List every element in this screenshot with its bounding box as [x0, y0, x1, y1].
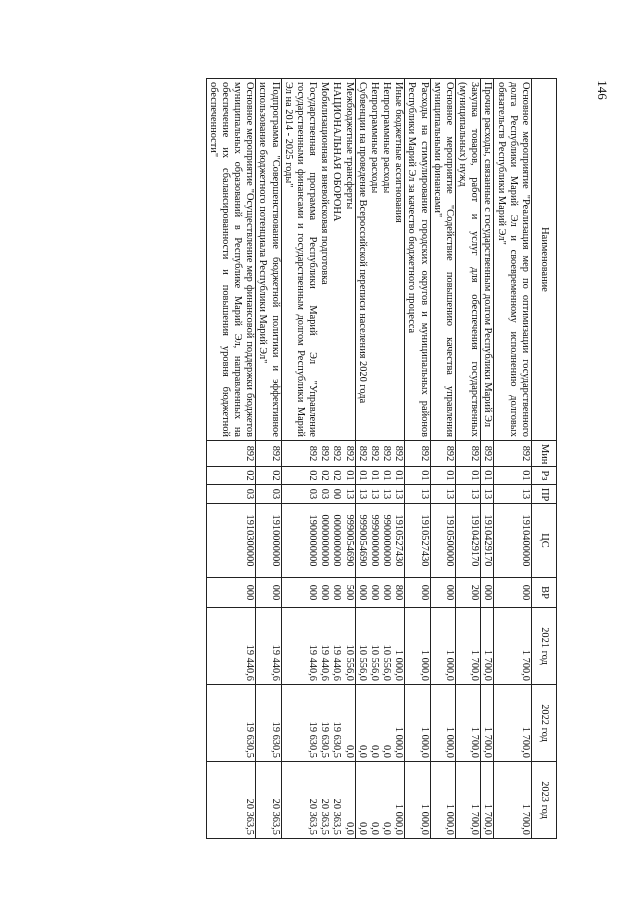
cell-y2023 — [430, 762, 455, 839]
cell-line: 00 — [331, 488, 343, 500]
cell-line: 1 000,0 — [443, 649, 455, 681]
cell-line: 13 — [418, 488, 430, 500]
cell-line: 01 — [443, 470, 455, 481]
cell-pr — [405, 485, 430, 504]
cell-line: 01 — [393, 470, 405, 481]
cell-line: 13 — [443, 488, 455, 500]
cell-line: Мобилизационная и вневойсковая подготовка — [319, 82, 331, 285]
cell-line: 000 — [482, 584, 494, 601]
cell-y2023 — [355, 762, 405, 839]
cell-line: 0,0 — [356, 822, 368, 835]
cell-cs — [281, 504, 355, 578]
cell-min — [405, 441, 430, 467]
header-2023: 2023 год — [532, 762, 557, 839]
cell-line: 0,0 — [343, 745, 355, 758]
cell-min — [494, 441, 532, 467]
cell-line: 1910300000 — [244, 514, 256, 567]
cell-line: Основное мероприятие "Содействие повышению качества управления муниципальными финансами" — [431, 82, 455, 437]
cell-name — [494, 79, 532, 441]
cell-line: 1 700,0 — [469, 649, 481, 681]
cell-line: 1 700,0 — [469, 726, 481, 758]
cell-cs — [355, 504, 405, 578]
cell-line: 892 — [244, 445, 256, 462]
cell-line: 01 — [469, 470, 481, 481]
cell-line: 02 — [244, 470, 256, 481]
cell-line: 1 000,0 — [418, 726, 430, 758]
cell-vr — [206, 578, 256, 608]
cell-line: 0,0 — [381, 822, 393, 835]
cell-line: 892 — [269, 445, 281, 462]
cell-line: 500 — [343, 584, 355, 601]
cell-cs — [481, 504, 494, 578]
cell-line: 1 700,0 — [520, 726, 531, 758]
header-name: Наименование — [532, 79, 557, 441]
cell-line: 02 — [269, 470, 281, 481]
table-row — [355, 79, 405, 839]
cell-name — [355, 79, 405, 441]
cell-y2021 — [481, 608, 494, 685]
cell-line: 892 — [343, 445, 355, 462]
table-row — [256, 79, 281, 839]
cell-line: 1 700,0 — [469, 803, 481, 835]
table-body — [206, 79, 531, 839]
page-number-box — [587, 70, 617, 110]
cell-y2023 — [206, 762, 256, 839]
cell-line: 9900000000 — [381, 514, 393, 567]
cell-line: 892 — [368, 445, 380, 462]
cell-line: 800 — [393, 584, 405, 601]
cell-line: 19 630,5 — [244, 721, 256, 758]
cell-line: 892 — [469, 445, 481, 462]
cell-line: 02 — [331, 470, 343, 481]
cell-line: 20 363,5 — [319, 798, 331, 835]
cell-line: 19 440,6 — [244, 644, 256, 681]
cell-line: 1 700,0 — [520, 803, 531, 835]
cell-line: 9990000000 — [368, 514, 380, 567]
cell-line: 1 000,0 — [393, 803, 405, 835]
cell-vr — [494, 578, 532, 608]
cell-line: 01 — [418, 470, 430, 481]
cell-rz — [405, 467, 430, 485]
cell-name — [455, 79, 480, 441]
cell-cs — [430, 504, 455, 578]
cell-line: 892 — [482, 445, 494, 462]
header-2021: 2021 год — [532, 608, 557, 685]
cell-line: 1 700,0 — [482, 649, 494, 681]
cell-line: 0,0 — [343, 822, 355, 835]
cell-cs — [206, 504, 256, 578]
cell-rz — [455, 467, 480, 485]
cell-name — [430, 79, 455, 441]
cell-line: 19 630,5 — [307, 721, 319, 758]
cell-line: 000 — [331, 584, 343, 601]
cell-line: 200 — [469, 584, 481, 601]
cell-line: 892 — [331, 445, 343, 462]
cell-line: 13 — [469, 488, 481, 500]
cell-name — [206, 79, 256, 441]
cell-line: 1900000000 — [307, 514, 319, 567]
cell-line: 03 — [244, 488, 256, 500]
cell-pr — [281, 485, 355, 504]
cell-y2022 — [494, 685, 532, 762]
cell-line: 02 — [319, 470, 331, 481]
cell-line: 000 — [381, 584, 393, 601]
table-row — [481, 79, 494, 839]
table-row — [405, 79, 430, 839]
cell-min — [481, 441, 494, 467]
cell-line: НАЦИОНАЛЬНАЯ ОБОРОНА — [331, 82, 343, 222]
header-cs: ЦС — [532, 504, 557, 578]
header-rz: Рз — [532, 467, 557, 485]
cell-line: 1910527430 — [418, 514, 430, 567]
cell-line: 19 440,6 — [269, 644, 281, 681]
cell-name — [281, 79, 355, 441]
cell-line: 1 000,0 — [418, 649, 430, 681]
header-2022: 2022 год — [532, 685, 557, 762]
cell-line: 892 — [356, 445, 368, 462]
cell-rz — [206, 467, 256, 485]
cell-line: 1 000,0 — [418, 803, 430, 835]
cell-line: 01 — [368, 470, 380, 481]
cell-line: 19 630,5 — [331, 721, 343, 758]
cell-line: 19 630,5 — [269, 721, 281, 758]
cell-line: 10 556,0 — [343, 644, 355, 681]
cell-cs — [455, 504, 480, 578]
cell-line: Иные бюджетные ассигнования — [393, 82, 405, 223]
cell-y2021 — [355, 608, 405, 685]
page-number: 146 — [595, 80, 610, 100]
cell-line: Межбюджетные трансферты — [343, 82, 355, 210]
cell-line: 13 — [381, 488, 393, 500]
cell-line: 01 — [381, 470, 393, 481]
cell-line: 01 — [520, 470, 531, 481]
cell-y2023 — [281, 762, 355, 839]
cell-y2021 — [206, 608, 256, 685]
cell-line: 01 — [343, 470, 355, 481]
cell-line: 19 440,6 — [331, 644, 343, 681]
cell-line: 03 — [307, 488, 319, 500]
cell-line: 02 — [307, 470, 319, 481]
cell-line: 9990054690 — [356, 514, 368, 567]
cell-line: 0,0 — [368, 745, 380, 758]
cell-line: 1 000,0 — [393, 649, 405, 681]
cell-line: 13 — [356, 488, 368, 500]
cell-y2023 — [455, 762, 480, 839]
cell-line: 000 — [319, 584, 331, 601]
budget-table-sheet — [120, 78, 557, 838]
cell-line: 10 556,0 — [381, 644, 393, 681]
cell-line: 03 — [269, 488, 281, 500]
cell-line: 20 363,5 — [307, 798, 319, 835]
table-row — [281, 79, 355, 839]
cell-line: Расходы на стимулирование городских округов и муниципальных районов Республики Марий Эл за качество бюджетного процесса — [406, 82, 430, 437]
cell-vr — [481, 578, 494, 608]
header-min: Мин — [532, 441, 557, 467]
cell-vr — [455, 578, 480, 608]
cell-y2023 — [256, 762, 281, 839]
cell-vr — [355, 578, 405, 608]
cell-line: 1910400000 — [520, 514, 531, 567]
cell-min — [281, 441, 355, 467]
cell-rz — [481, 467, 494, 485]
cell-min — [430, 441, 455, 467]
cell-line: 10 556,0 — [356, 644, 368, 681]
cell-min — [206, 441, 256, 467]
cell-y2021 — [405, 608, 430, 685]
cell-line: 0,0 — [368, 822, 380, 835]
cell-y2021 — [455, 608, 480, 685]
cell-line: 13 — [368, 488, 380, 500]
cell-line: 000 — [368, 584, 380, 601]
cell-line: 892 — [381, 445, 393, 462]
cell-line: 892 — [443, 445, 455, 462]
header-vr: ВР — [532, 578, 557, 608]
table-row — [455, 79, 480, 839]
cell-line: 01 — [356, 470, 368, 481]
table-row — [494, 79, 532, 839]
cell-name — [405, 79, 430, 441]
cell-y2022 — [481, 685, 494, 762]
cell-y2022 — [455, 685, 480, 762]
cell-line: 13 — [520, 488, 531, 500]
cell-y2023 — [405, 762, 430, 839]
cell-line: 0000000000 — [331, 514, 343, 567]
cell-vr — [405, 578, 430, 608]
cell-line: 892 — [307, 445, 319, 462]
cell-min — [256, 441, 281, 467]
table-row — [206, 79, 256, 839]
cell-line: 10 556,0 — [368, 644, 380, 681]
cell-line: 892 — [393, 445, 405, 462]
cell-rz — [355, 467, 405, 485]
cell-cs — [405, 504, 430, 578]
cell-line: 1910429170 — [469, 514, 481, 567]
cell-line: 892 — [418, 445, 430, 462]
cell-line: 1 000,0 — [393, 726, 405, 758]
cell-line: Государственная программа Республики Марий Эл "Управление государственными финансами и государственным долгом Республики Марий Эл на 2014 - 2025 годы" — [282, 82, 319, 437]
cell-y2021 — [256, 608, 281, 685]
cell-line: Прочие расходы, связанные с государственным долгом Республики Марий Эл — [482, 82, 494, 428]
cell-line: 03 — [319, 488, 331, 500]
cell-rz — [494, 467, 532, 485]
cell-line: 1910500000 — [443, 514, 455, 567]
cell-line: 892 — [319, 445, 331, 462]
cell-name — [481, 79, 494, 441]
cell-line: Подпрограмма "Совершенствование бюджетной политики и эффективное использование бюджетного потенциала Республики Марий Эл" — [257, 82, 281, 437]
cell-y2021 — [281, 608, 355, 685]
cell-line: 000 — [244, 584, 256, 601]
budget-table — [206, 78, 557, 839]
cell-line: 20 363,5 — [269, 798, 281, 835]
cell-line: 1 700,0 — [482, 726, 494, 758]
cell-line: 19 440,6 — [307, 644, 319, 681]
cell-line: 0,0 — [381, 745, 393, 758]
cell-line: 20 363,5 — [331, 798, 343, 835]
cell-line: 1910000000 — [269, 514, 281, 567]
cell-line: 19 630,5 — [319, 721, 331, 758]
cell-pr — [481, 485, 494, 504]
cell-pr — [494, 485, 532, 504]
cell-cs — [494, 504, 532, 578]
cell-line: 01 — [482, 470, 494, 481]
cell-line: Основное мероприятие "Реализация мер по оптимизации государственного долга Республики Марий Эл и своевременному исполнению долговых обязательств Республики Марий Эл" — [495, 82, 531, 437]
cell-line: 13 — [482, 488, 494, 500]
cell-vr — [430, 578, 455, 608]
cell-line: Непрограммные расходы — [368, 82, 380, 194]
cell-y2022 — [355, 685, 405, 762]
cell-line: 20 363,5 — [244, 798, 256, 835]
cell-line: 000 — [269, 584, 281, 601]
cell-line: 13 — [343, 488, 355, 500]
cell-line: 1 000,0 — [443, 803, 455, 835]
cell-y2021 — [430, 608, 455, 685]
cell-pr — [355, 485, 405, 504]
cell-y2022 — [430, 685, 455, 762]
cell-line: 9990054690 — [343, 514, 355, 567]
cell-y2023 — [481, 762, 494, 839]
cell-y2021 — [494, 608, 532, 685]
cell-pr — [206, 485, 256, 504]
cell-pr — [455, 485, 480, 504]
cell-line: 1910429170 — [482, 514, 494, 567]
cell-line: Непрограммные расходы — [381, 82, 393, 194]
cell-vr — [281, 578, 355, 608]
cell-min — [455, 441, 480, 467]
cell-y2022 — [206, 685, 256, 762]
cell-line: Закупка товаров, работ и услуг для обеспечения государственных (муниципальных) нужд — [457, 82, 481, 437]
cell-line: 000 — [418, 584, 430, 601]
header-pr: ПР — [532, 485, 557, 504]
cell-line: 000 — [356, 584, 368, 601]
table-row — [430, 79, 455, 839]
cell-line: 19 440,6 — [319, 644, 331, 681]
cell-line: 1910527430 — [393, 514, 405, 567]
cell-rz — [430, 467, 455, 485]
cell-cs — [256, 504, 281, 578]
cell-line: 000 — [443, 584, 455, 601]
cell-pr — [256, 485, 281, 504]
cell-rz — [281, 467, 355, 485]
cell-line: 0000000000 — [319, 514, 331, 567]
cell-rz — [256, 467, 281, 485]
table-header-row — [532, 79, 557, 839]
cell-line: 1 000,0 — [443, 726, 455, 758]
cell-y2022 — [405, 685, 430, 762]
cell-line: 0,0 — [356, 745, 368, 758]
cell-line: 1 700,0 — [482, 803, 494, 835]
cell-y2022 — [256, 685, 281, 762]
cell-pr — [430, 485, 455, 504]
cell-y2022 — [281, 685, 355, 762]
cell-line: 000 — [520, 584, 531, 601]
cell-y2023 — [494, 762, 532, 839]
cell-name — [256, 79, 281, 441]
cell-vr — [256, 578, 281, 608]
cell-line: 892 — [520, 445, 531, 462]
cell-line: 1 700,0 — [520, 649, 531, 681]
cell-line: 13 — [393, 488, 405, 500]
cell-line: 000 — [307, 584, 319, 601]
cell-line: Субвенции на проведение Всероссийской переписи населения 2020 года — [356, 82, 368, 404]
cell-line: Основное мероприятие "Осуществление мер финансовой поддержки бюджетов муниципальных образований в Республике Марий Эл, направленных на обеспечение их сбалансированности и повышения уровня бюджетной обеспеченности" — [207, 82, 256, 437]
cell-min — [355, 441, 405, 467]
